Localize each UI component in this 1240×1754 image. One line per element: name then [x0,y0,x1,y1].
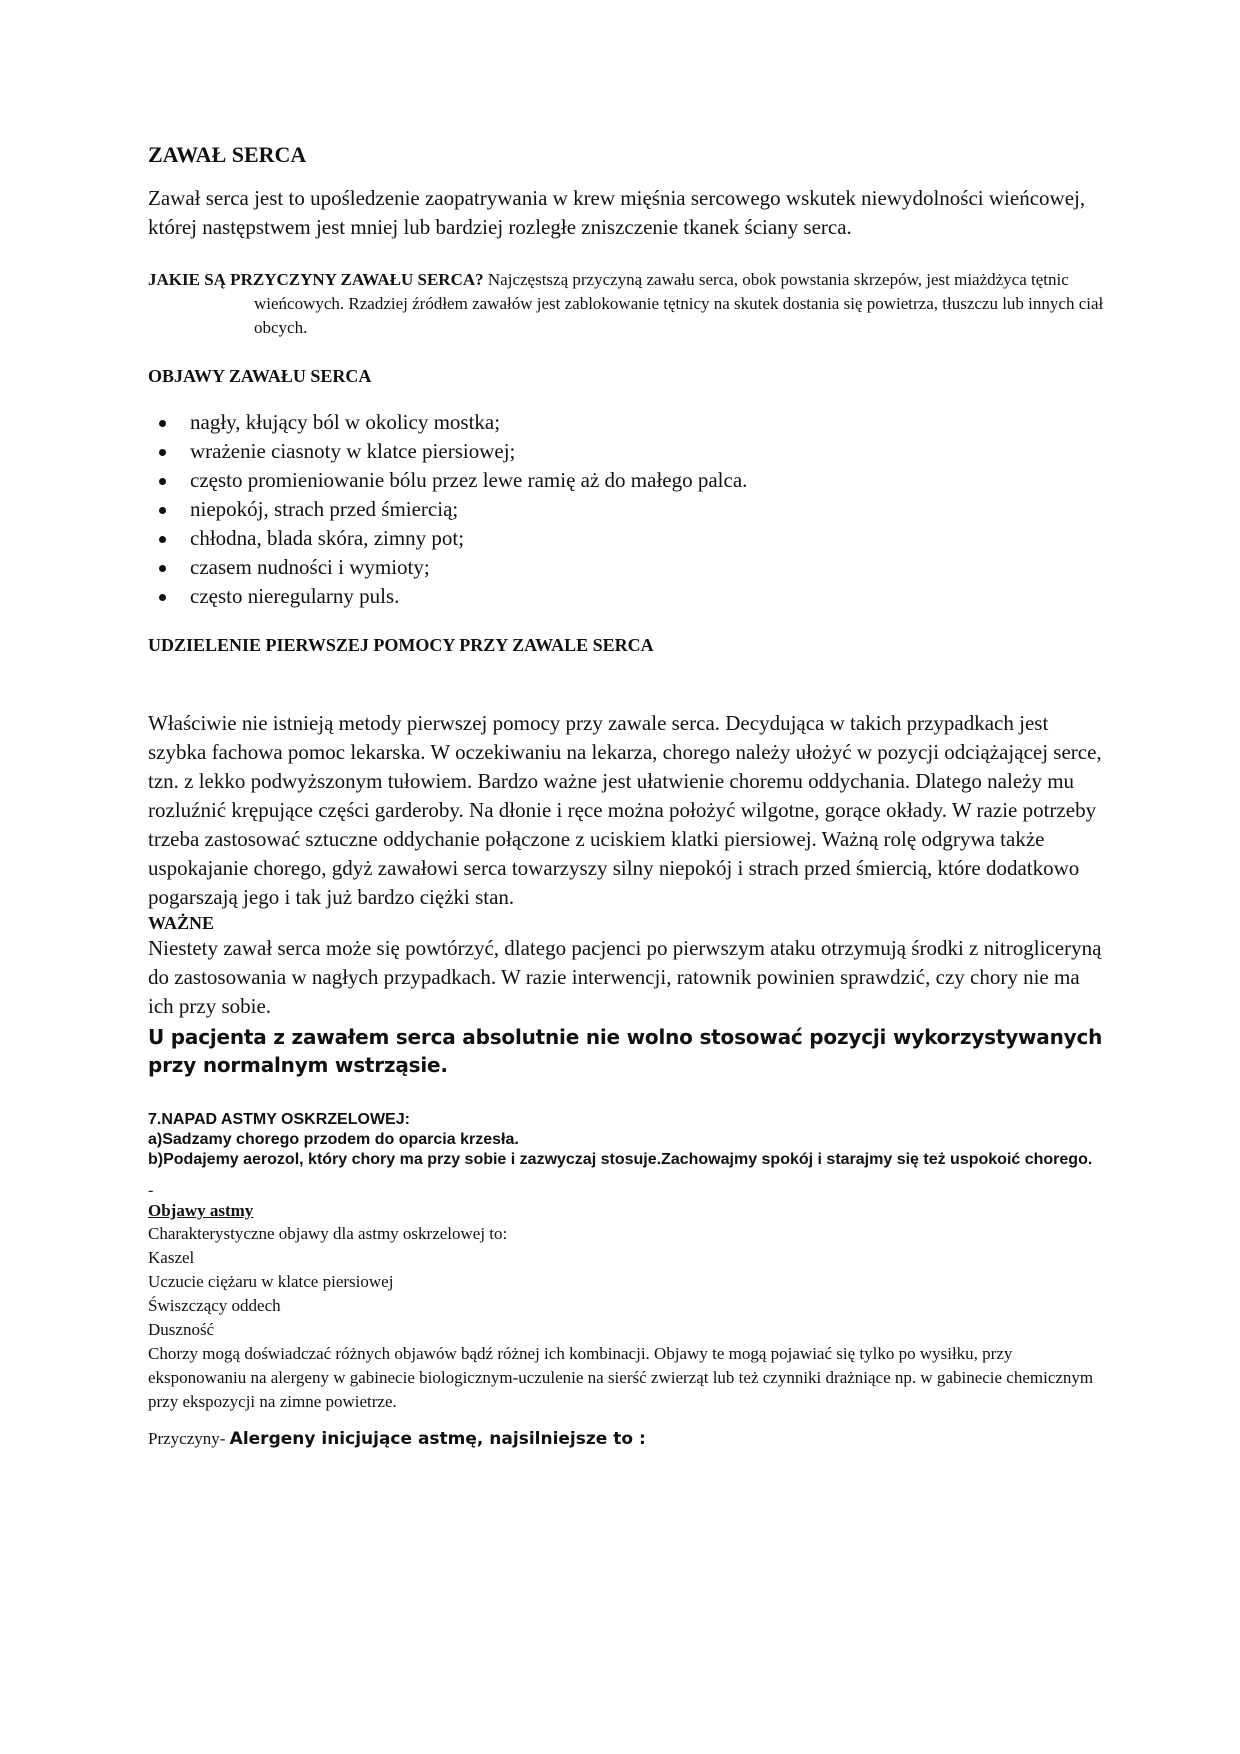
list-item: często promieniowanie bólu przez lewe ramię aż do małego palca. [190,466,1108,495]
list-item: Uczucie ciężaru w klatce piersiowej [148,1272,394,1291]
asthma-step: b)Podajemy aerozol, który chory ma przy sobie i zazwyczaj stosuje.Zachowajmy spokój i starajmy się też uspokoić chorego. [148,1151,1093,1168]
first-aid-paragraph: Właściwie nie istnieją metody pierwszej pomocy przy zawale serca. Decydująca w takich przypadkach jest szybka fachowa pomoc lekarska. W oczekiwaniu na lekarza, chorego należy ułożyć w pozycji odciążającej serce, tzn. z lekko podwyższonym tułowiem. Bardzo ważne jest ułatwienie choremu oddychania. Dlatego należy mu rozluźnić krępujące części garderoby. Na dłonie i ręce można położyć wilgotne, gorące okłady. W razie potrzeby trzeba zastosować sztuczne oddychanie połączone z uciskiem klatki piersiowej. Ważną rolę odgrywa także uspokajanie chorego, gdyż zawałowi serca towarzyszy silny niepokój i strach przed śmiercią, które dodatkowo pogarszają jego i tak już bardzo ciężki stan. [148,711,1102,909]
document-page [148,140,1108,1452]
asthma-symptoms-intro: Charakterystyczne objawy dla astmy oskrzelowej to: [148,1224,508,1243]
intro-paragraph: Zawał serca jest to upośledzenie zaopatrywania w krew mięśnia sercowego wskutek niewydolności wieńcowej, której następstwem jest mniej lub bardziej rozległe zniszczenie tkanek ściany serca. [148,186,1086,239]
causes-heading: JAKIE SĄ PRZYCZYNY ZAWAŁU SERCA? [148,270,484,289]
asthma-paragraph: Chorzy mogą doświadczać różnych objawów bądź różnej ich kombinacji. Objawy te mogą pojawiać się tylko po wysiłku, przy eksponowaniu na alergeny w gabinecie biologicznym-uczulenie na sierść zwierząt lub też czynniki drażniące np. w gabinecie chemicznym przy ekspozycji na zimne powietrze. [148,1344,1094,1411]
list-item: chłodna, blada skóra, zimny pot; [190,524,1108,553]
list-item: często nieregularny puls. [190,582,1108,611]
asthma-heading: 7.NAPAD ASTMY OSKRZELOWEJ: [148,1111,410,1128]
causes-text: Najczęstszą przyczyną zawału serca, obok powstania skrzepów, jest miażdżyca tętnic wieńcowych. Rzadziej źródłem zawałów jest zablokowanie tętnicy na skutek dostania się powietrza, tłuszczu lub innych ciał obcych. [254,270,1104,337]
list-item: niepokój, strach przed śmiercią; [190,495,1108,524]
asthma-causes-label: Przyczyny- [148,1429,230,1448]
asthma-step: a)Sadzamy chorego przodem do oparcia krzesła. [148,1131,519,1148]
list-item: Świszczący oddech [148,1296,281,1315]
symptoms-heading: OBJAWY ZAWAŁU SERCA [148,366,372,386]
list-item: Kaszel [148,1248,195,1267]
symptoms-list [148,408,1108,611]
important-paragraph: Niestety zawał serca może się powtórzyć, dlatego pacjenci po pierwszym ataku otrzymują środki z nitrogliceryną do zastosowania w nagłych przypadkach. W razie interwencji, ratownik powinien sprawdzić, czy chory nie ma ich przy sobie. [148,936,1102,1018]
important-label: WAŻNE [148,913,215,933]
dash-line: - [148,1182,154,1199]
list-item: Duszność [148,1320,215,1339]
first-aid-heading: UDZIELENIE PIERWSZEJ POMOCY PRZY ZAWALE SERCA [148,635,654,655]
asthma-symptoms-heading: Objawy astmy [148,1201,254,1220]
asthma-causes-line [148,1426,1108,1452]
list-item: nagły, kłujący ból w okolicy mostka; [190,408,1108,437]
list-item: wrażenie ciasnoty w klatce piersiowej; [190,437,1108,466]
document-title: ZAWAŁ SERCA [148,142,307,167]
warning-paragraph: U pacjenta z zawałem serca absolutnie nie wolno stosować pozycji wykorzystywanych przy normalnym wstrząsie. [148,1025,1103,1077]
causes-paragraph [148,268,1108,340]
asthma-causes-bold: Alergeny inicjujące astmę, najsilniejsze to : [229,1429,646,1449]
list-item: czasem nudności i wymioty; [190,553,1108,582]
